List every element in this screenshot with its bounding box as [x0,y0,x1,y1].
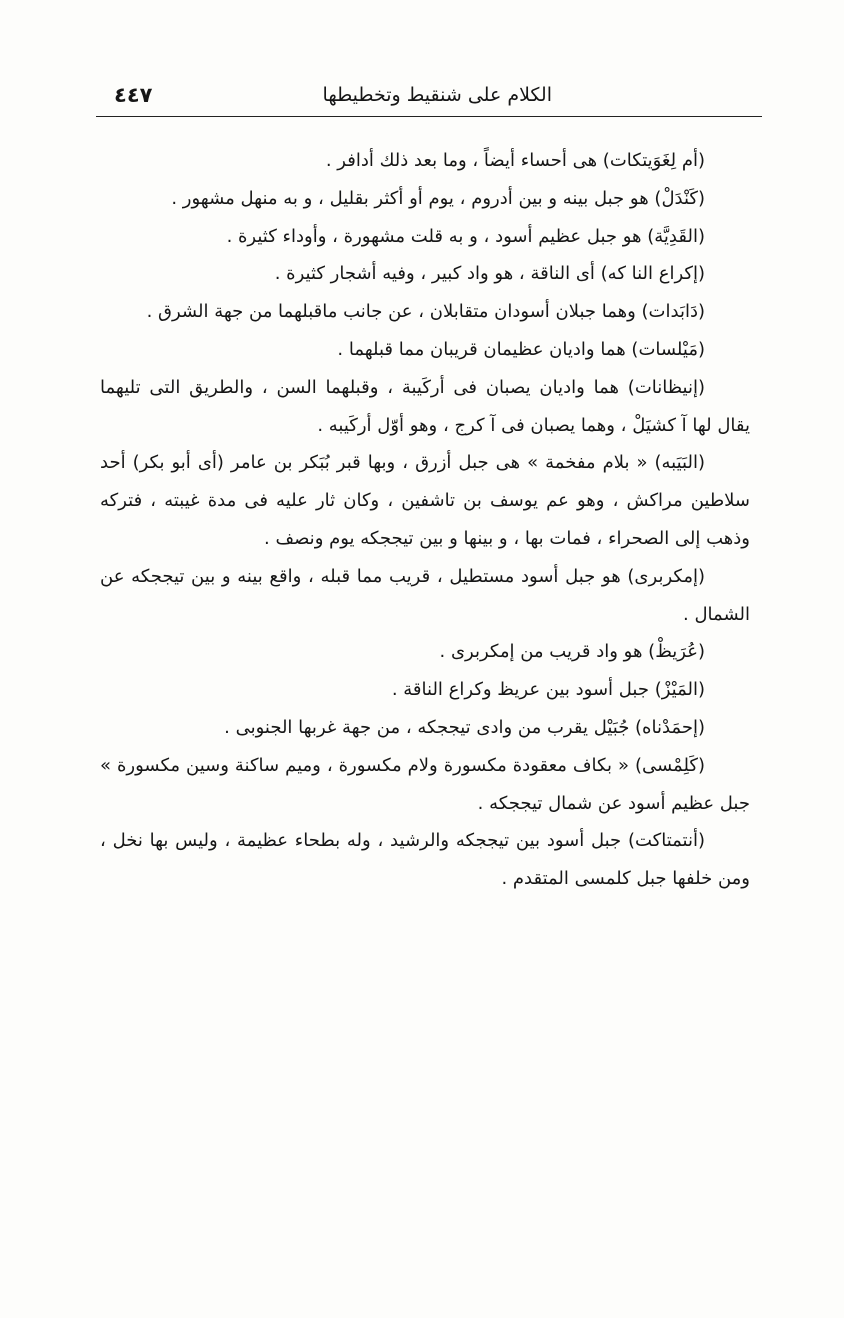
entry-paragraph: (كَلِمْسى) « بكاف معقودة مكسورة ولام مكسورة ، وميم ساكنة وسين مكسورة » جبل عظيم أسود عن شمال تيججكه . [100,754,750,814]
entry-paragraph: (إمكربرى) هو جبل أسود مستطيل ، قريب مما قبله ، واقع بينه و بين تيججكه عن الشمال . [100,565,750,625]
entry-paragraph: (أم لِغَوَيتكات) هى أحساء أيضاً ، وما بعد ذلك أدافر . [325,150,705,171]
entry-paragraph: (أنتمتاكت) جبل أسود بين تيججكه والرشيد ، وله بطحاء عظيمة ، وليس بها نخل ، ومن خلفها جبل كلمسى المتقدم . [100,830,750,890]
entry-paragraph: (إنيظانات) هما واديان يصبان فى أركَيبة ، وقبلهما السن ، والطريق التى تليهما يقال لها آ كشيَلْ ، وهما يصبان فى آ كرج ، وهو أوّل أركَيبه . [100,376,750,436]
body-text [100,142,750,898]
entry-paragraph: (مَيْلسات) هما واديان عظيمان قريبان مما قبلهما . [337,338,705,360]
running-title: الكلام على شنقيط وتخطيطها [322,84,552,106]
entry-paragraph: (كَنْدَلْ) هو جبل بينه و بين أدروم ، يوم أو أكثر بقليل ، و به منهل مشهور . [171,187,705,209]
entry-paragraph: (المَيْزْ) جبل أسود بين عريظ وكراع الناقة . [391,679,705,701]
header-rule [96,116,762,117]
entry-paragraph: (عُرَيظْ) هو واد قريب من إمكربرى . [439,641,705,663]
entry-paragraph: (القَدِيَّة) هو جبل عظيم أسود ، و به قلت مشهورة ، وأوداء كثيرة . [226,225,705,247]
entry-paragraph: (البَيَبه) « بلام مفخمة » هى جبل أزرق ، وبها قبر بُبَكر بن عامر (أى أبو بكر) أحد سلاطين مراكش ، وهو عم يوسف بن تاشفين ، وكان ثار عليه فى مدة غيبته ، فتركه وذهب إلى الصحراء ، فمات بها ، و بينها و بين تيججكه يوم ونصف . [100,452,750,549]
running-header [96,80,762,116]
entry-paragraph: (دَابَدات) وهما جبلان أسودان متقابلان ، عن جانب ماقبلهما من جهة الشرق . [146,301,705,323]
entry-paragraph: (إكراع النا كه) أى الناقة ، هو واد كبير ، وفيه أشجار كثيرة . [274,263,705,285]
entry-paragraph: (إحمَدْناه) جُبَيْل يقرب من وادى تيججكه ، من جهة غربها الجنوبى . [224,716,705,738]
page-number: ٤٤٧ [114,83,153,107]
